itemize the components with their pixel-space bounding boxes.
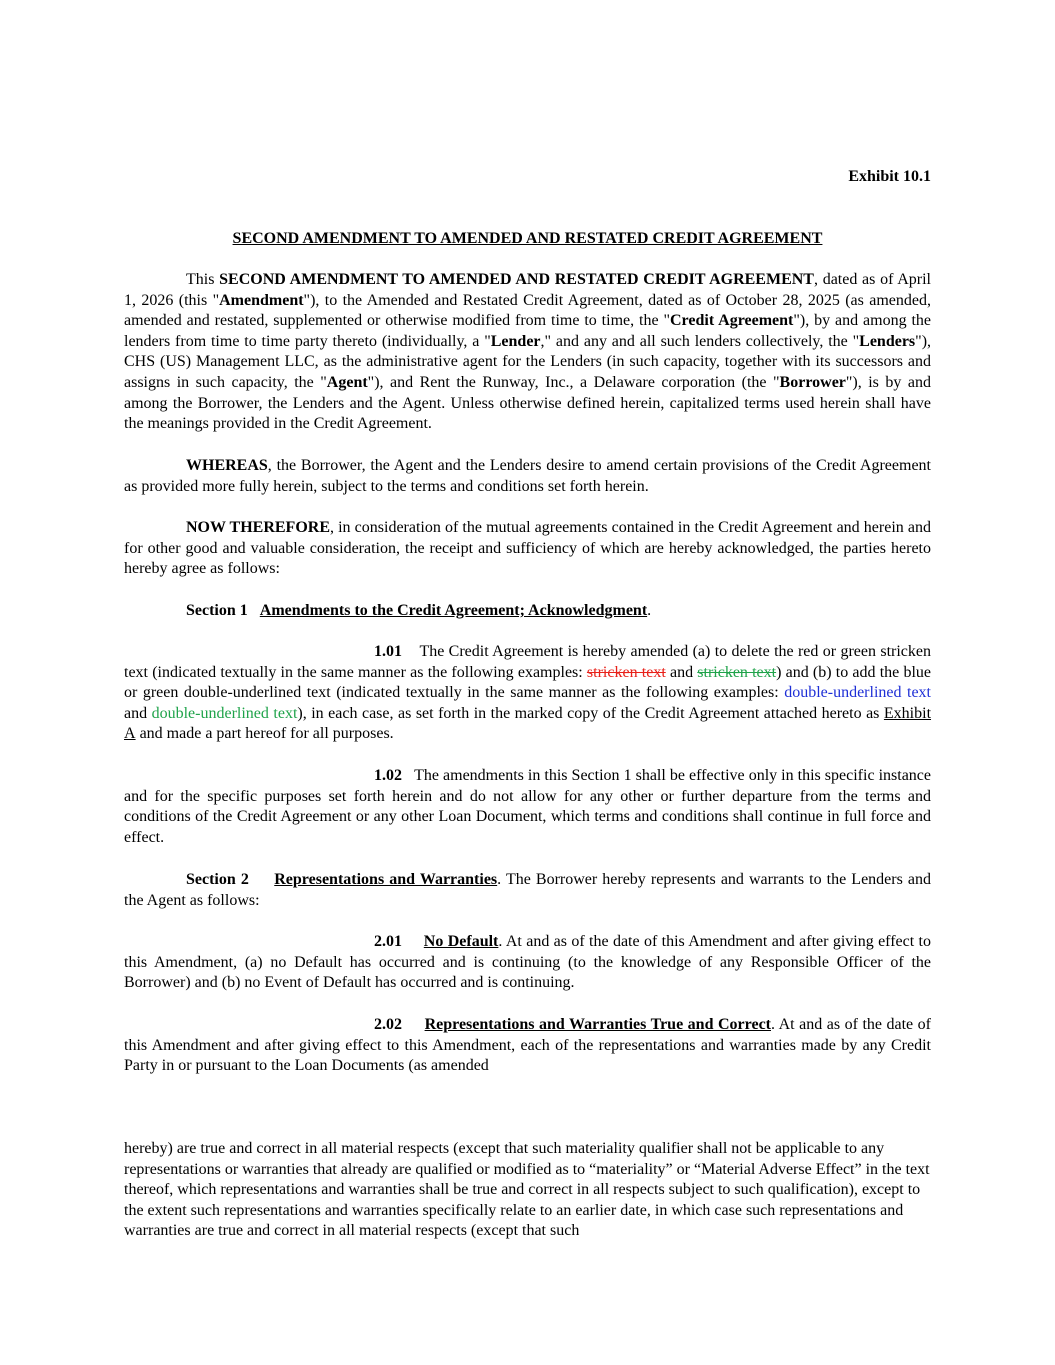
section-2-paragraph: Section 2 Representations and Warranties. The Borrower hereby represents and warrants to the Lenders and the Agent as follows:	[124, 871, 932, 909]
defined-term: Credit Agreement	[670, 312, 794, 330]
defined-term: Amendment	[219, 291, 304, 309]
green-stricken-example: stricken text	[697, 663, 777, 681]
defined-term: SECOND AMENDMENT TO AMENDED AND RESTATED CREDIT AGREEMENT	[219, 271, 814, 288]
exhibit-label: Exhibit 10.1	[848, 168, 931, 185]
section-number: 1.01	[374, 643, 402, 660]
section-1-title: Amendments to the Credit Agreement; Acknowledgment	[259, 602, 648, 619]
section-1-02-paragraph: 1.02 The amendments in this Section 1 shall be effective only in this specific instance and for the specific purposes set forth herein and do not allow for any other or further departure from the terms and conditions of the Credit Agreement or any other Loan Document, which terms and conditions shall continue in full force and effect.	[124, 767, 932, 846]
section-2-01-paragraph: 2.01 No Default. At and as of the date of this Amendment and after giving effect to this Amendment, (a) no Default has occurred and is continuing (to the knowledge of any Responsible Officer of the Borrower) and (b) no Event of Default has occurred and is continuing.	[124, 933, 931, 992]
exhibit-a-link: Exhibit A	[124, 704, 932, 743]
section-1-heading: Section 1 Amendments to the Credit Agreement; Acknowledgment.	[186, 602, 652, 619]
section-2-title: Representations and Warranties	[274, 871, 498, 888]
defined-term: Borrower	[779, 373, 846, 391]
blue-double-underlined-example: double-underlined text	[784, 684, 931, 702]
green-double-underlined-example: double-underlined text	[151, 704, 298, 722]
defined-term: Agent	[326, 373, 368, 391]
now-therefore-paragraph: NOW THEREFORE, in consideration of the mutual agreements contained in the Credit Agreement and herein and for other good and valuable consideration, the receipt and sufficiency of which are hereby acknowledged, the parties hereto hereby agree as follows:	[124, 519, 931, 578]
red-stricken-example: stricken text	[586, 663, 666, 681]
section-1-01-paragraph: 1.01 The Credit Agreement is hereby amended (a) to delete the red or green stricken text (indicated textually in the same manner as the following examples: stricken text and stricken text) and (b) to add the blue or green double-underlined text (indicated textually in the same manner as the following examples: double-underlined text and double-underlined text), in each case, as set forth in the marked copy of the Credit Agreement attached hereto as Exhibit A and made a part hereof for all purposes.	[124, 643, 932, 743]
section-number: 2.02	[374, 1016, 402, 1033]
document-title: SECOND AMENDMENT TO AMENDED AND RESTATED CREDIT AGREEMENT	[232, 230, 823, 247]
subsection-title: Representations and Warranties True and Correct	[424, 1016, 771, 1033]
intro-paragraph: This SECOND AMENDMENT TO AMENDED AND RESTATED CREDIT AGREEMENT, dated as of April 1, 2026 (this "Amendment"), to the Amended and Restated Credit Agreement, dated as of October 28, 2025 (as amended, amended and restated, supplemented or otherwise modified from time to time, the "Credit Agreement"), by and among the lenders from time to time party thereto (individually, a "Lender," and any and all such lenders collectively, the "Lenders"), CHS (US) Management LLC, as the administrative agent for the Lenders (in such capacity, together with its successors and assigns in such capacity, the "Agent"), and Rent the Runway, Inc., a Delaware corporation (the "Borrower"), is by and among the Borrower, the Lenders and the Agent. Unless otherwise defined herein, capitalized terms used herein shall have the meanings provided in the Credit Agreement.	[124, 271, 932, 433]
defined-term: Lenders	[859, 332, 916, 350]
section-number: 1.02	[374, 767, 402, 784]
section-2-02-paragraph: 2.02 Representations and Warranties True and Correct. At and as of the date of this Amendment and after giving effect to this Amendment, each of the representations and warranties made by any Credit Party in or pursuant to the Loan Documents (as amended	[124, 1016, 932, 1075]
continuation-paragraph: hereby) are true and correct in all material respects (except that such materiality qualifier shall not be applicable to any representations or warranties that already are qualified or modified as to “materiality” or “Material Adverse Effect” in the text thereof, which representations and warranties shall be true and correct in all respects subject to such qualification), except to the extent such representations and warranties specifically relate to an earlier date, in which case such representations and warranties are true and correct in all material respects (except that such	[124, 1140, 930, 1240]
whereas-paragraph: WHEREAS, the Borrower, the Agent and the Lenders desire to amend certain provisions of the Credit Agreement as provided more fully herein, subject to the terms and conditions set forth herein.	[124, 457, 931, 495]
subsection-title: No Default	[423, 933, 499, 950]
defined-term: Lender	[490, 332, 541, 350]
section-number: 2.01	[374, 933, 402, 950]
